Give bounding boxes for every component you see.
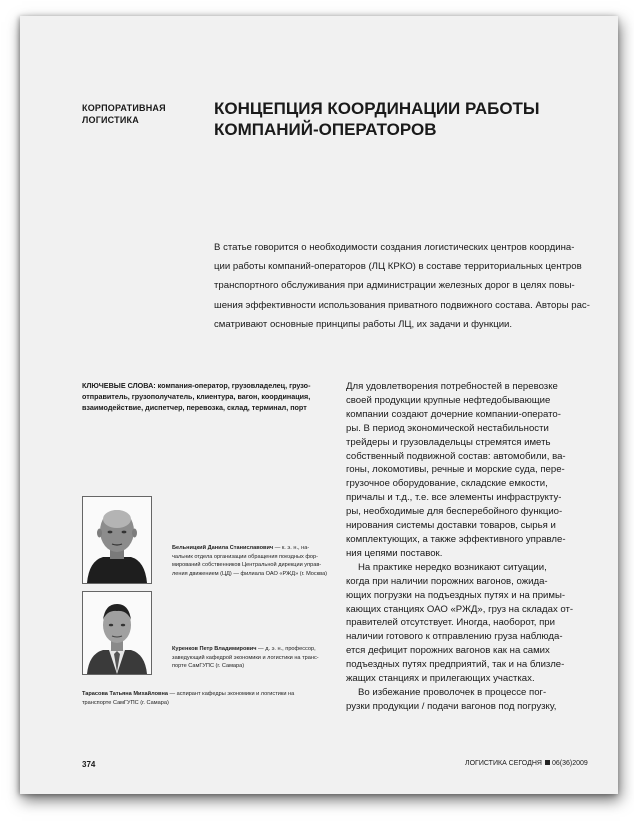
section-label-line: ЛОГИСТИКА bbox=[82, 115, 139, 125]
keywords-block bbox=[82, 380, 337, 413]
author-name: Тарасова Татьяна Михайловна bbox=[82, 691, 168, 697]
author-photo bbox=[82, 591, 152, 675]
portrait-image bbox=[83, 497, 151, 583]
body-line: наличии готового к отправлению груза наблюда- bbox=[346, 631, 563, 643]
magazine-page bbox=[20, 16, 618, 794]
author-bio-line: — аспирант кафедры экономики и логистики на bbox=[167, 691, 295, 697]
body-line: комплектующих, а также эффективного управле- bbox=[346, 533, 566, 545]
author-bio bbox=[172, 544, 327, 578]
journal-footer bbox=[465, 760, 588, 767]
page-number: 374 bbox=[82, 760, 96, 769]
body-line: компании создают дочерние компании-операто- bbox=[346, 408, 561, 420]
body-line: Во избежание проволочек в процессе пог- bbox=[358, 686, 547, 698]
section-label bbox=[82, 102, 202, 126]
article-body bbox=[346, 380, 616, 714]
abstract-line: транспортного обслуживания при администрации железных дорог в целях повы- bbox=[214, 280, 575, 292]
author-name: Куренков Петр Владимирович bbox=[172, 646, 257, 652]
abstract-line: сматривают основные принципы работы ЛЦ, их задачи и функции. bbox=[214, 318, 513, 330]
body-line: ется дефицит порожних вагонов как на самих bbox=[346, 645, 550, 657]
author-name: Бельницкий Данила Станиславович bbox=[172, 545, 274, 551]
body-line: На практике нередко возникают ситуации, bbox=[358, 561, 547, 573]
journal-issue: 06(36)2009 bbox=[551, 760, 588, 767]
author-bio-line: чальник отдела организации обращения поездных фор- bbox=[172, 553, 319, 560]
body-line: нирования системы доставки товаров, сырья и bbox=[346, 520, 556, 532]
body-line: своей продукции крупные нефтедобывающие bbox=[346, 394, 551, 406]
author-bio-line: ления движением (ЦД) — филиала ОАО «РЖД» (г. Москва) bbox=[172, 570, 328, 577]
body-line: ния цепями поставок. bbox=[346, 547, 443, 559]
abstract-line: шения эффективности использования приватного подвижного состава. Авторы рас- bbox=[214, 299, 590, 311]
portrait-image bbox=[83, 592, 151, 674]
body-line: грузочное оборудование, складские емкости, bbox=[346, 478, 548, 490]
article-title-line: КОМПАНИЙ-ОПЕРАТОРОВ bbox=[214, 120, 437, 139]
author-bio-line: мирований собственников Центральной дирекции управ- bbox=[172, 562, 322, 569]
author-bio-line: — к. э. н., на- bbox=[273, 545, 310, 551]
body-line: причалы и т.д., т.е. все элементы инфраструкту- bbox=[346, 492, 562, 504]
body-line: кающих станциях ОАО «РЖД», груз на складах от- bbox=[346, 603, 574, 615]
body-line: рузки продукции / подачи вагонов под погрузку, bbox=[346, 700, 557, 712]
keywords-line: отправитель, грузополучатель, клиентура, вагон, координация, bbox=[82, 392, 311, 401]
section-label-line: КОРПОРАТИВНАЯ bbox=[82, 103, 166, 113]
author-photo bbox=[82, 496, 152, 584]
article-abstract bbox=[214, 238, 606, 334]
body-line: собственный подвижной состав: автомобили, ва- bbox=[346, 450, 566, 462]
author-bio-line: заведующий кафедрой экономики и логистики на транс- bbox=[172, 654, 319, 661]
body-line: когда при наличии порожних вагонов, ожида- bbox=[346, 575, 548, 587]
journal-name: ЛОГИСТИКА СЕГОДНЯ bbox=[465, 760, 542, 767]
author-bio bbox=[82, 690, 294, 707]
square-bullet-icon bbox=[545, 760, 550, 765]
body-line: подъездных путях предприятий, так и на близле- bbox=[346, 659, 565, 671]
keywords-line: взаимодействие, диспетчер, перевозка, склад, терминал, порт bbox=[82, 403, 307, 412]
author-bio-line: — д. э. н., профессор, bbox=[256, 646, 316, 652]
author-bio-line: транспорте СамГУПС (г. Самара) bbox=[82, 699, 169, 706]
body-line: ры. В период экономической нестабильности bbox=[346, 422, 549, 434]
article-title-line: КОНЦЕПЦИЯ КООРДИНАЦИИ РАБОТЫ bbox=[214, 99, 540, 118]
author-bio bbox=[172, 645, 319, 671]
body-line: правителей отсутствует. Иногда, наоборот, при bbox=[346, 617, 555, 629]
author-bio-line: порте СамГУПС (г. Самара) bbox=[172, 663, 245, 670]
body-line: ры, необходимые для бесперебойного функцио- bbox=[346, 506, 563, 518]
abstract-line: В статье говорится о необходимости создания логистических центров координа- bbox=[214, 242, 575, 253]
body-line: жащих станциях и прилегающих участках. bbox=[346, 673, 535, 685]
abstract-line: ции работы компаний-операторов (ЛЦ КРКО) в составе территориальных центров bbox=[214, 261, 582, 273]
body-line: гоны, локомотивы, речные и морские суда, пере- bbox=[346, 464, 565, 476]
body-line: Для удовлетворения потребностей в перевозке bbox=[346, 381, 558, 392]
body-line: ющих погрузки на подъездных путях и на примы- bbox=[346, 589, 566, 601]
body-line: трейдеры и грузовладельцы стремятся иметь bbox=[346, 436, 551, 448]
article-title bbox=[214, 98, 594, 140]
keywords-line: КЛЮЧЕВЫЕ СЛОВА: компания-оператор, грузовладелец, грузо- bbox=[82, 381, 311, 390]
